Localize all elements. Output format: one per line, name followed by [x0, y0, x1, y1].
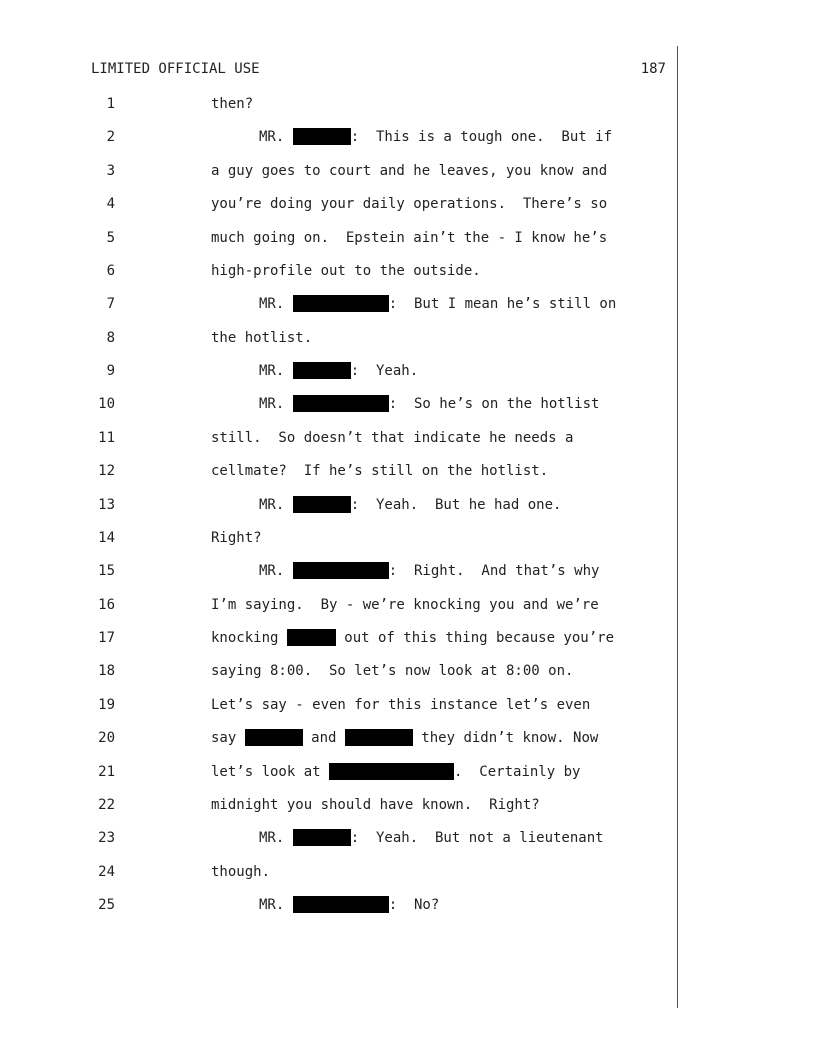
classification-header: LIMITED OFFICIAL USE: [91, 61, 260, 77]
line-number: 7: [106, 296, 115, 313]
redaction-block: [293, 395, 389, 412]
text-segment: I’m saying. By - we’re knocking you and we’re: [211, 596, 599, 613]
text-segment: : Right. And that’s why: [388, 563, 600, 580]
transcript-line: [0, 762, 676, 782]
line-text: [259, 394, 599, 414]
line-text: [211, 161, 607, 181]
text-segment: saying 8:00. So let’s now look at 8:00 on.: [211, 663, 574, 680]
line-text: [211, 94, 253, 114]
transcript-line: [0, 895, 676, 915]
line-number: 5: [106, 229, 115, 246]
redaction-block: [329, 763, 454, 780]
line-number: 1: [106, 96, 115, 112]
line-number: 4: [106, 196, 115, 213]
line-number: 22: [98, 796, 115, 813]
line-text: [259, 361, 418, 381]
transcript-line: [0, 795, 676, 815]
line-number: 3: [106, 162, 115, 179]
text-segment: MR.: [259, 363, 293, 379]
line-text: [211, 595, 599, 615]
line-text: [259, 495, 561, 515]
text-segment: MR.: [259, 496, 293, 513]
text-segment: the hotlist.: [211, 329, 313, 346]
text-segment: midnight you should have known. Right?: [211, 796, 540, 813]
line-text: [211, 228, 607, 248]
text-segment: still. So doesn’t that indicate he needs a: [211, 429, 574, 446]
line-number: 15: [98, 563, 115, 580]
line-text: [211, 528, 262, 548]
transcript-line: [0, 127, 676, 147]
text-segment: say: [211, 730, 245, 747]
line-number: 18: [98, 663, 115, 680]
line-text: [259, 561, 599, 581]
text-segment: : So he’s on the hotlist: [388, 396, 600, 413]
line-text: [211, 428, 573, 448]
line-text: [211, 762, 580, 782]
line-text: [211, 328, 312, 348]
text-segment: . Certainly by: [454, 763, 581, 780]
line-number: 20: [98, 730, 115, 747]
line-text: [259, 895, 439, 915]
redaction-block: [293, 295, 389, 312]
text-segment: and: [302, 730, 345, 747]
transcript-line: [0, 661, 676, 681]
transcript-line: [0, 194, 676, 214]
redaction-block: [293, 362, 351, 379]
text-segment: : This is a tough one. But if: [350, 129, 613, 146]
transcript-line: [0, 261, 676, 281]
text-segment: they didn’t know. Now: [412, 730, 599, 747]
text-segment: : Yeah. But he had one.: [350, 496, 562, 513]
transcript-line: [0, 361, 676, 381]
line-text: [211, 461, 548, 481]
transcript-line: [0, 862, 676, 882]
text-segment: MR.: [259, 563, 293, 580]
redaction-block: [293, 829, 351, 846]
text-segment: : Yeah. But not a lieutenant: [350, 830, 604, 847]
right-margin-rule: [677, 46, 678, 1008]
line-text: [211, 194, 607, 214]
text-segment: out of this thing because you’re: [335, 630, 615, 646]
transcript-line: [0, 461, 676, 481]
text-segment: much going on. Epstein ain’t the - I know he’s: [211, 229, 608, 246]
text-segment: MR.: [259, 830, 293, 847]
transcript-line: [0, 428, 676, 448]
transcript-line: [0, 228, 676, 248]
text-segment: Let’s say - even for this instance let’s even: [211, 696, 591, 713]
redaction-block: [293, 896, 389, 913]
line-text: [259, 828, 604, 848]
text-segment: a guy goes to court and he leaves, you know and: [211, 162, 608, 179]
text-segment: MR.: [259, 396, 293, 413]
text-segment: MR.: [259, 129, 293, 146]
text-segment: then?: [211, 96, 254, 112]
redaction-block: [293, 562, 389, 579]
line-text: [259, 127, 612, 147]
text-segment: Right?: [211, 529, 262, 546]
line-number: 8: [106, 329, 115, 346]
line-number: 10: [98, 396, 115, 413]
transcript-line: [0, 394, 676, 414]
transcript-line: [0, 595, 676, 615]
line-number: 9: [106, 363, 115, 379]
text-segment: though.: [211, 863, 271, 880]
text-segment: you’re doing your daily operations. There’s so: [211, 196, 608, 213]
redaction-block: [245, 729, 303, 746]
line-number: 24: [98, 863, 115, 880]
line-number: 23: [98, 830, 115, 847]
line-number: 2: [106, 129, 115, 146]
line-number: 6: [106, 262, 115, 279]
line-number: 19: [98, 696, 115, 713]
line-number: 21: [98, 763, 115, 780]
line-text: [211, 261, 481, 281]
transcript-line: [0, 94, 676, 114]
line-text: [211, 695, 590, 715]
transcript-line: [0, 728, 676, 748]
line-number: 16: [98, 596, 115, 613]
line-number: 25: [98, 897, 115, 913]
line-text: [211, 728, 598, 748]
text-segment: : Yeah.: [350, 363, 419, 379]
text-segment: cellmate? If he’s still on the hotlist.: [211, 463, 549, 480]
line-text: [211, 661, 573, 681]
line-text: [211, 628, 614, 648]
page-number: 187: [640, 61, 666, 77]
redaction-block: [293, 496, 351, 513]
transcript-line: [0, 828, 676, 848]
redaction-block: [293, 128, 351, 145]
line-number: 12: [98, 463, 115, 480]
redaction-block: [287, 629, 336, 646]
transcript-line: [0, 628, 676, 648]
transcript-line: [0, 495, 676, 515]
transcript-line: [0, 561, 676, 581]
line-text: [211, 862, 270, 882]
text-segment: MR.: [259, 296, 293, 313]
transcript-line: [0, 294, 676, 314]
line-number: 17: [98, 630, 115, 646]
text-segment: knocking: [211, 630, 287, 646]
text-segment: let’s look at: [211, 763, 330, 780]
transcript-line: [0, 328, 676, 348]
transcript-line: [0, 528, 676, 548]
transcript-line: [0, 161, 676, 181]
line-number: 11: [98, 429, 115, 446]
line-text: [211, 795, 540, 815]
redaction-block: [345, 729, 413, 746]
line-number: 14: [98, 529, 115, 546]
text-segment: : But I mean he’s still on: [388, 296, 617, 313]
text-segment: high-profile out to the outside.: [211, 262, 481, 279]
text-segment: : No?: [388, 897, 440, 913]
line-number: 13: [98, 496, 115, 513]
text-segment: MR.: [259, 897, 293, 913]
line-text: [259, 294, 616, 314]
transcript-line: [0, 695, 676, 715]
